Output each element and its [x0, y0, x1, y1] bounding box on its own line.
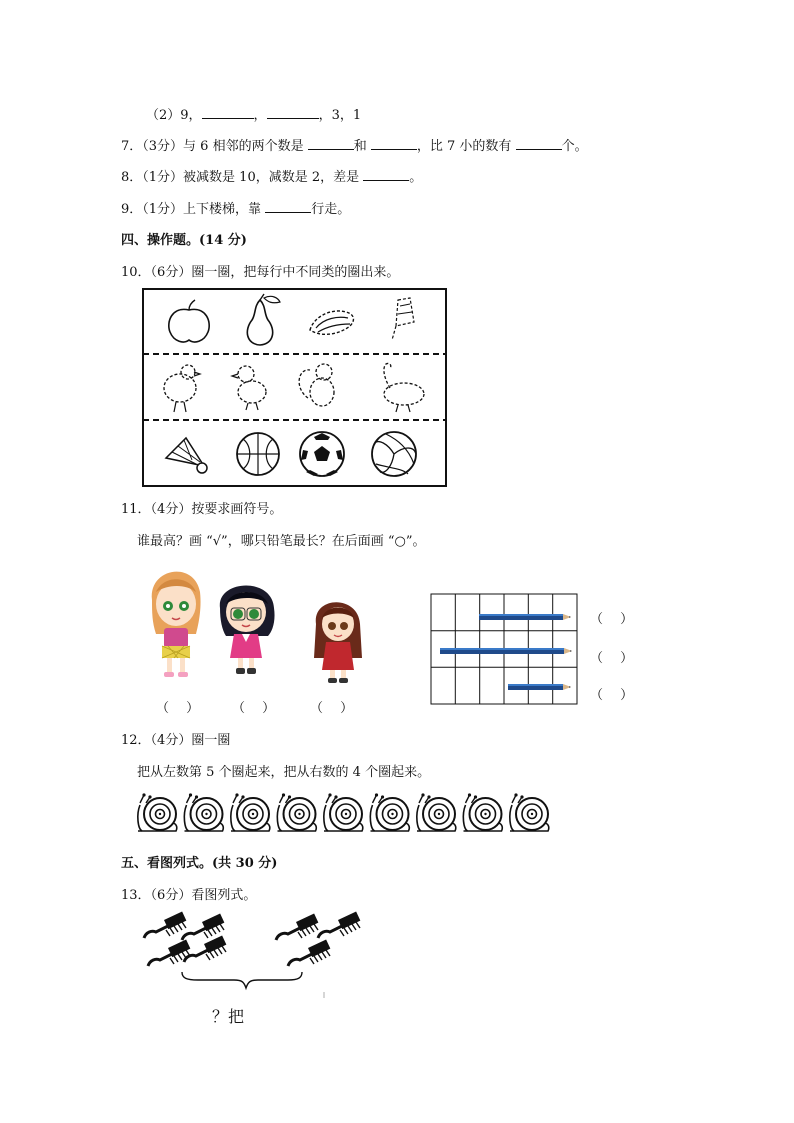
q6-blank-2[interactable]: [267, 108, 319, 119]
pencil-2-answer-paren[interactable]: （ ）: [590, 651, 634, 666]
snail-icon[interactable]: [184, 793, 223, 831]
pencil-3-icon: [508, 684, 571, 690]
pear-icon: [247, 294, 280, 345]
pencil-grid: [430, 593, 578, 705]
pencil-2-icon: [440, 648, 572, 654]
q7-text-b: 和: [353, 139, 367, 154]
q7-text-d: 个。: [561, 139, 588, 154]
pencil-1-answer-paren[interactable]: （ ）: [590, 612, 634, 627]
q6-line: [146, 104, 361, 123]
comb-icon: [184, 936, 226, 962]
q6-text-b: ，: [253, 108, 267, 123]
short-girl-icon: [314, 602, 362, 683]
q7-text-c: ，比 7 小的数有: [416, 139, 512, 154]
q10-picture-table: [142, 288, 447, 488]
tall-girl-icon: [152, 572, 201, 677]
snail-icon[interactable]: [277, 793, 316, 831]
volleyball-icon: [372, 432, 416, 476]
shuttlecock-icon: [166, 438, 207, 473]
comb-icon: [318, 912, 360, 938]
comb-icon: [144, 912, 186, 938]
pencil-3-answer-paren[interactable]: （ ）: [590, 688, 634, 703]
q13-label: ？把: [212, 1007, 245, 1026]
snail-icon[interactable]: [324, 793, 363, 831]
goose-icon: [384, 363, 424, 412]
section-4-title: 四、操作题。(14 分): [121, 233, 247, 248]
chicken-icon: [164, 365, 200, 412]
section-5-title: 五、看图列式。(共 30 分): [121, 856, 278, 871]
girl-1-answer-paren[interactable]: （ ）: [156, 701, 200, 716]
brace: [182, 972, 302, 988]
q11-text: 11．（4分）按要求画符号。: [121, 502, 283, 517]
q10-text: 10．（6分）圈一圈，把每行中不同类的圈出来。: [121, 265, 400, 280]
pencil-1-icon: [479, 614, 571, 620]
girl-3-answer-paren[interactable]: （ ）: [310, 701, 354, 716]
q6-text-a: （2）9，: [146, 108, 202, 123]
q13-comb-picture: [138, 914, 360, 1024]
q8-blank[interactable]: [363, 170, 409, 181]
q11-instruction: 谁最高？画 “√”，哪只铅笔最长？在后面画 “○”。: [137, 534, 426, 549]
girl-2-answer-paren[interactable]: （ ）: [232, 701, 276, 716]
q6-blank-1[interactable]: [202, 108, 254, 119]
snail-icon[interactable]: [370, 793, 409, 831]
soccer-ball-icon: [300, 432, 344, 476]
q9-blank[interactable]: [265, 202, 311, 213]
comb-icon: [276, 914, 318, 940]
snail-icon[interactable]: [231, 793, 270, 831]
apple-icon: [169, 300, 209, 342]
snail-icon[interactable]: [510, 793, 549, 831]
q12-instruction: 把从左数第 5 个圈起来，把从右数的 4 个圈起来。: [137, 765, 431, 780]
snail-icon[interactable]: [417, 793, 456, 831]
squirrel-icon: [299, 364, 334, 406]
q7-blank-3[interactable]: [516, 139, 562, 150]
q9-text-a: 9．（1分）上下楼梯，靠: [121, 202, 262, 217]
q7-blank-1[interactable]: [308, 139, 354, 150]
q12-text: 12．（4分）圈一圈: [121, 733, 231, 748]
medium-girl-icon: [220, 585, 275, 674]
snail-icon[interactable]: [138, 793, 177, 831]
q7-line: [121, 135, 588, 154]
girls-figure: [138, 562, 378, 692]
snail-icon[interactable]: [463, 793, 502, 831]
q7-blank-2[interactable]: [371, 139, 417, 150]
q6-text-c: ，3，1: [318, 108, 362, 123]
duckling-icon: [232, 366, 266, 410]
q7-text-a: 7．（3分）与 6 相邻的两个数是: [121, 139, 304, 154]
comb-icon: [148, 940, 190, 966]
q9-text-b: 行走。: [311, 202, 351, 217]
q8-text-a: 8．（1分）被减数是 10，减数是 2，差是: [121, 170, 360, 185]
banana-icon: [310, 311, 353, 334]
snail-row: [136, 793, 556, 835]
comb-icon: [288, 940, 330, 966]
q8-text-b: 。: [409, 170, 423, 185]
basketball-icon: [237, 433, 279, 475]
q13-text: 13．（6分）看图列式。: [121, 888, 257, 903]
ice-cream-icon: [392, 298, 414, 340]
q8-line: [121, 166, 422, 185]
q9-line: [121, 198, 350, 217]
comb-icon: [182, 914, 224, 940]
